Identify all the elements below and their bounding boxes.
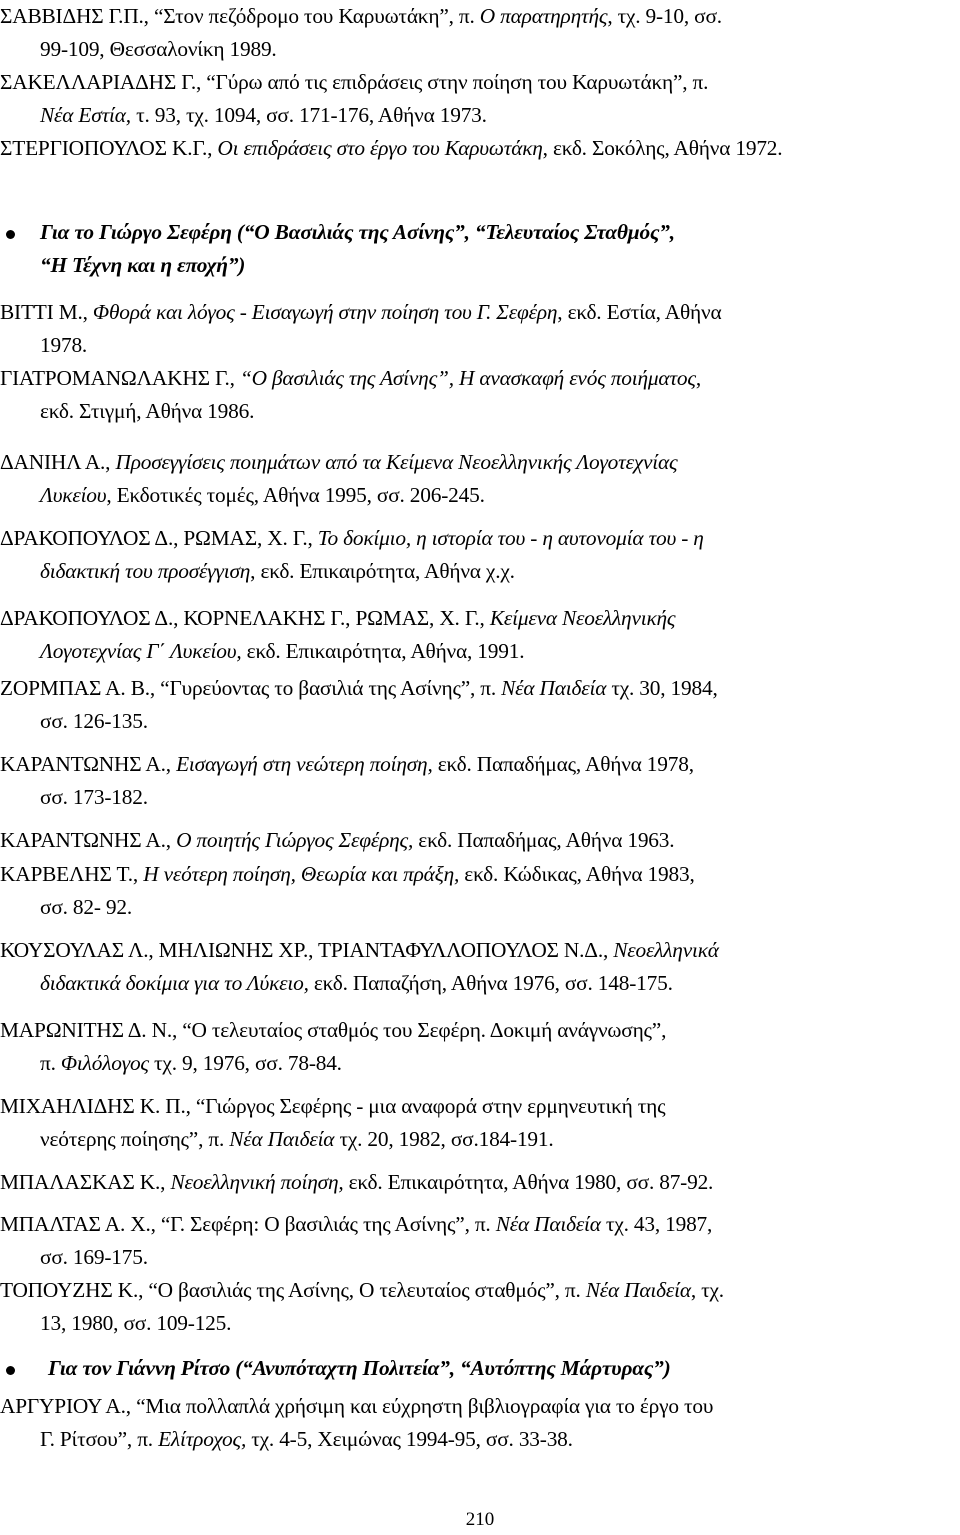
bibliography-entry: ΓΙΑΤΡΟΜΑΝΩΛΑΚΗΣ Γ., “Ο βασιλιάς της Ασίνης”, Η ανασκαφή ενός ποιήματος, εκδ. Στιγμή, Αθήνα 1986.	[0, 366, 701, 423]
bibliography-entry: ΣΑΒΒΙΔΗΣ Γ.Π., “Στον πεζόδρομο του Καρυωτάκη”, π. Ο παρατηρητής, τχ. 9-10, σσ. 99-109, Θεσσαλονίκη 1989.	[0, 4, 722, 61]
bibliography-entry: ΔΑΝΙΗΛ Α., Προσεγγίσεις ποιημάτων από τα Κείμενα Νεοελληνικής Λογοτεχνίας Λυκείου, Εκδοτικές τομές, Αθήνα 1995, σσ. 206-245.	[0, 450, 678, 507]
page-number: 210	[465, 1509, 495, 1530]
bibliography-entry: ΤΟΠΟΥΖΗΣ Κ., “Ο βασιλιάς της Ασίνης, Ο τελευταίος σταθμός”, π. Νέα Παιδεία, τχ. 13, 1980, σσ. 109-125.	[0, 1278, 724, 1335]
bibliography-entry: ΣΑΚΕΛΛΑΡΙΑΔΗΣ Γ., “Γύρω από τις επιδράσεις στην ποίηση του Καρυωτάκη”, π. Νέα Εστία, τ. 93, τχ. 1094, σσ. 171-176, Αθήνα 1973.	[0, 70, 709, 127]
bibliography-entry: ΔΡΑΚΟΠΟΥΛΟΣ Δ., ΚΟΡΝΕΛΑΚΗΣ Γ., ΡΩΜΑΣ, Χ. Γ., Κείμενα Νεοελληνικής Λογοτεχνίας Γ΄ Λυκείου, εκδ. Επικαιρότητα, Αθήνα, 1991.	[0, 606, 676, 663]
section-heading-ritsos: Για τον Γιάννη Ρίτσο (“Ανυπόταχτη Πολιτεία”, “Αυτόπτης Μάρτυρας”)	[0, 1352, 956, 1385]
bibliography-entry: ΖΟΡΜΠΑΣ Α. Β., “Γυρεύοντας το βασιλιά της Ασίνης”, π. Νέα Παιδεία τχ. 30, 1984, σσ. 126-135.	[0, 676, 718, 733]
bibliography-entry: ΑΡΓΥΡΙΟΥ Α., “Μια πολλαπλά χρήσιμη και εύχρηστη βιβλιογραφία για το έργο του Γ. Ρίτσου”, π. Ελίτροχος, τχ. 4-5, Χειμώνας 1994-95, σσ. 33-38.	[0, 1394, 714, 1451]
bibliography-entry: ΜΠΑΛΑΣΚΑΣ Κ., Νεοελληνική ποίηση, εκδ. Επικαιρότητα, Αθήνα 1980, σσ. 87-92.	[0, 1170, 714, 1194]
bibliography-entry: ΒΙΤΤΙ Μ., Φθορά και λόγος - Εισαγωγή στην ποίηση του Γ. Σεφέρη, εκδ. Εστία, Αθήνα 1978.	[0, 300, 722, 357]
bullet-icon	[6, 230, 15, 239]
bibliography-entry: ΚΑΡΑΝΤΩΝΗΣ Α., Ο ποιητής Γιώργος Σεφέρης, εκδ. Παπαδήμας, Αθήνα 1963.	[0, 828, 675, 852]
bibliography-entry: ΚΑΡΑΝΤΩΝΗΣ Α., Εισαγωγή στη νεώτερη ποίηση, εκδ. Παπαδήμας, Αθήνα 1978, σσ. 173-182.	[0, 752, 694, 809]
bibliography-entry: ΔΡΑΚΟΠΟΥΛΟΣ Δ., ΡΩΜΑΣ, Χ. Γ., Το δοκίμιο, η ιστορία του - η αυτονομία του - η διδακτική του προσέγγιση, εκδ. Επικαιρότητα, Αθήνα χ.χ.	[0, 526, 704, 583]
bibliography-entry: ΚΟΥΣΟΥΛΑΣ Λ., ΜΗΛΙΩΝΗΣ ΧΡ., ΤΡΙΑΝΤΑΦΥΛΛΟΠΟΥΛΟΣ Ν.Δ., Νεοελληνικά διδακτικά δοκίμια για το Λύκειο, εκδ. Παπαζήση, Αθήνα 1976, σσ. 148-175.	[0, 938, 719, 995]
bibliography-entry: ΣΤΕΡΓΙΟΠΟΥΛΟΣ Κ.Γ., Οι επιδράσεις στο έργο του Καρυωτάκη, εκδ. Σοκόλης, Αθήνα 1972.	[0, 136, 783, 160]
section-heading-seferis: Για το Γιώργο Σεφέρη (“Ο Βασιλιάς της Ασίνης”, “Τελευταίος Σταθμός”, “Η Τέχνη και η εποχή”)	[0, 216, 956, 282]
bibliography-entry: ΜΑΡΩΝΙΤΗΣ Δ. Ν., “Ο τελευταίος σταθμός του Σεφέρη. Δοκιμή ανάγνωσης”, π. Φιλόλογος τχ. 9, 1976, σσ. 78-84.	[0, 1018, 667, 1075]
bibliography-entry: ΜΙΧΑΗΛΙΔΗΣ Κ. Π., “Γιώργος Σεφέρης - μια αναφορά στην ερμηνευτική της νεότερης ποίησης”, π. Νέα Παιδεία τχ. 20, 1982, σσ.184-191.	[0, 1094, 666, 1151]
bibliography-entry: ΚΑΡΒΕΛΗΣ Τ., Η νεότερη ποίηση, Θεωρία και πράξη, εκδ. Κώδικας, Αθήνα 1983, σσ. 82- 92.	[0, 862, 695, 919]
bullet-icon	[6, 1366, 15, 1375]
bibliography-entry: ΜΠΑΛΤΑΣ Α. Χ., “Γ. Σεφέρη: Ο βασιλιάς της Ασίνης”, π. Νέα Παιδεία τχ. 43, 1987, σσ. 169-175.	[0, 1212, 713, 1269]
